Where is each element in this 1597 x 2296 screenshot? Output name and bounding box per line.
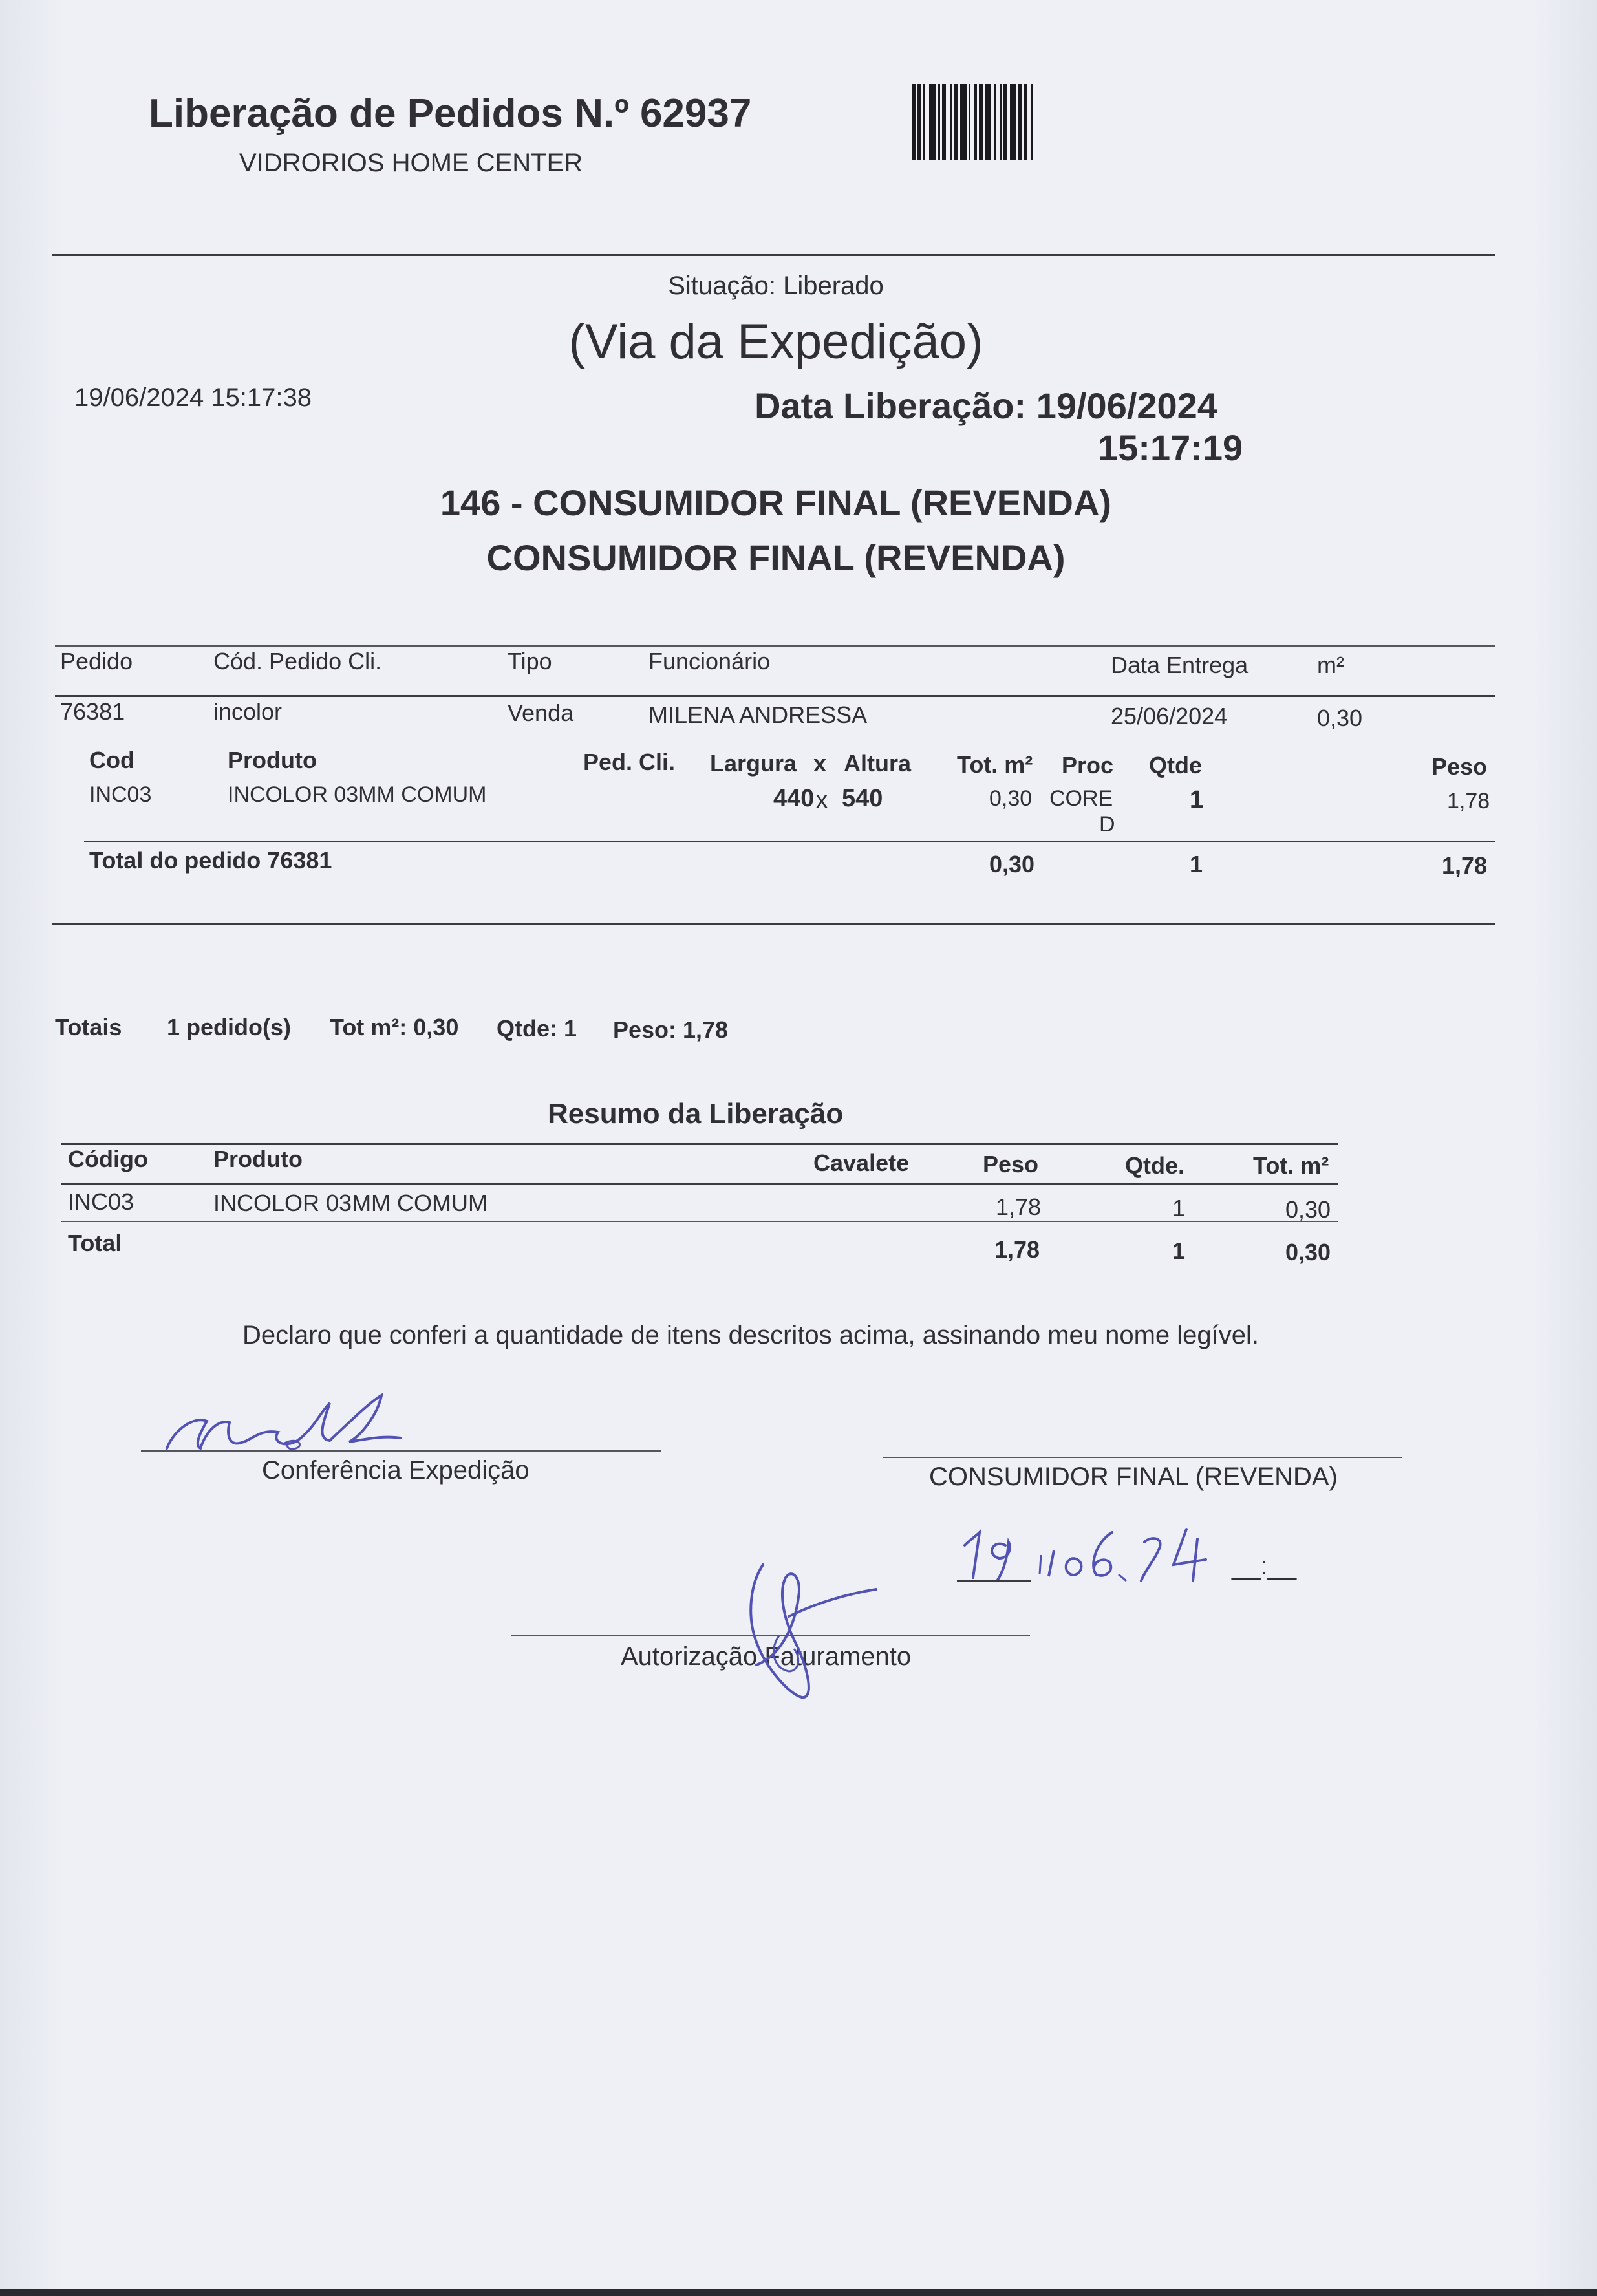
col-pedido: Pedido xyxy=(60,648,133,674)
order-table-top xyxy=(55,645,1495,647)
item-tot-m2: 0,30 xyxy=(989,786,1033,811)
summary-qty: 1 xyxy=(1172,1195,1186,1221)
order-number: 76381 xyxy=(60,698,125,725)
summary-product: INCOLOR 03MM COMUM xyxy=(213,1190,488,1216)
col-m2: m² xyxy=(1317,652,1344,678)
totals-qty: Qtde: 1 xyxy=(497,1015,577,1042)
totals-m2: Tot m²: 0,30 xyxy=(330,1014,459,1040)
barcode-icon xyxy=(912,84,1164,162)
col-data-entrega: Data Entrega xyxy=(1111,652,1249,678)
document-title: Liberação de Pedidos N.º 62937 xyxy=(149,91,752,136)
summary-table-top xyxy=(61,1143,1338,1145)
expedition-signature xyxy=(155,1384,504,1461)
items-section-divider xyxy=(52,923,1495,925)
col-cod-pedido-cli: Cód. Pedido Cli. xyxy=(213,648,382,674)
client-name: CONSUMIDOR FINAL (REVENDA) xyxy=(486,537,1066,578)
col-funcionario: Funcionário xyxy=(648,648,771,674)
item-width: 440 xyxy=(773,785,815,812)
totals-weight: Peso: 1,78 xyxy=(613,1016,729,1043)
release-date: Data Liberação: 19/06/2024 xyxy=(755,385,1217,426)
item-col-cod: Cod xyxy=(89,747,134,773)
order-table-header-divider xyxy=(55,695,1495,697)
item-col-ped-cli: Ped. Cli. xyxy=(583,749,676,775)
item-x: x xyxy=(816,786,828,813)
summary-m2: 0,30 xyxy=(1285,1196,1331,1223)
summary-col-qtde: Qtde. xyxy=(1125,1152,1185,1179)
item-proc-cont: D xyxy=(1099,812,1115,837)
item-height: 540 xyxy=(842,785,883,812)
billing-signature xyxy=(718,1539,886,1707)
copy-type: (Via da Expedição) xyxy=(568,314,983,369)
client-order-code: incolor xyxy=(213,698,283,725)
summary-total-label: Total xyxy=(68,1230,122,1256)
order-total-m2: 0,30 xyxy=(989,851,1035,877)
summary-code: INC03 xyxy=(68,1188,134,1215)
item-qty: 1 xyxy=(1190,786,1204,813)
item-col-produto: Produto xyxy=(228,747,317,773)
header-divider xyxy=(52,254,1495,256)
col-tipo: Tipo xyxy=(508,648,552,674)
item-col-altura: Altura xyxy=(844,750,912,777)
expedition-signature-line xyxy=(141,1450,661,1452)
item-col-largura: Largura xyxy=(710,750,797,777)
item-code: INC03 xyxy=(89,782,152,807)
declaration-text: Declaro que conferi a quantidade de itens descritos acima, assinando meu nome legível. xyxy=(242,1321,1259,1349)
summary-col-peso: Peso xyxy=(983,1151,1039,1177)
order-total-weight: 1,78 xyxy=(1442,852,1488,879)
summary-total-m2: 0,30 xyxy=(1285,1239,1331,1265)
order-type: Venda xyxy=(508,700,574,726)
expedition-label: Conferência Expedição xyxy=(262,1456,530,1485)
summary-col-produto: Produto xyxy=(213,1146,303,1172)
summary-col-codigo: Código xyxy=(68,1146,148,1172)
totals-orders: 1 pedido(s) xyxy=(167,1014,292,1040)
item-col-tot-m2: Tot. m² xyxy=(957,751,1033,778)
summary-col-cavalete: Cavalete xyxy=(813,1150,910,1176)
item-proc: CORE xyxy=(1049,786,1113,811)
client-signature-line xyxy=(883,1457,1402,1458)
summary-title: Resumo da Liberação xyxy=(548,1098,844,1130)
order-total-qty: 1 xyxy=(1190,851,1203,877)
summary-row-divider xyxy=(61,1221,1338,1222)
summary-col-tot-m2: Tot. m² xyxy=(1253,1152,1329,1179)
order-m2: 0,30 xyxy=(1317,705,1363,731)
scan-edge xyxy=(0,2289,1597,2296)
summary-total-qty: 1 xyxy=(1172,1238,1186,1264)
item-col-x: x xyxy=(813,750,827,777)
date-line-time: __:__ xyxy=(1232,1552,1297,1580)
item-col-proc: Proc xyxy=(1062,752,1114,778)
item-col-peso: Peso xyxy=(1431,753,1488,780)
item-total-divider xyxy=(84,841,1495,842)
print-datetime: 19/06/2024 15:17:38 xyxy=(74,383,312,412)
company-name: VIDRORIOS HOME CENTER xyxy=(239,149,583,177)
item-col-qtde: Qtde xyxy=(1149,752,1203,778)
employee-name: MILENA ANDRESSA xyxy=(648,702,868,728)
delivery-date: 25/06/2024 xyxy=(1111,703,1228,729)
summary-weight: 1,78 xyxy=(996,1194,1042,1220)
release-time: 15:17:19 xyxy=(1098,427,1243,468)
client-signature-label: CONSUMIDOR FINAL (REVENDA) xyxy=(929,1463,1338,1491)
order-total-label: Total do pedido 76381 xyxy=(89,847,332,874)
item-product: INCOLOR 03MM COMUM xyxy=(228,782,487,807)
item-weight: 1,78 xyxy=(1447,789,1490,813)
totals-label: Totais xyxy=(55,1014,122,1040)
summary-header-divider xyxy=(61,1183,1338,1185)
situation-status: Situação: Liberado xyxy=(668,272,884,300)
client-code-name: 146 - CONSUMIDOR FINAL (REVENDA) xyxy=(440,482,1112,523)
summary-total-weight: 1,78 xyxy=(994,1236,1040,1263)
billing-label: Autorização Faturamento xyxy=(621,1642,912,1671)
